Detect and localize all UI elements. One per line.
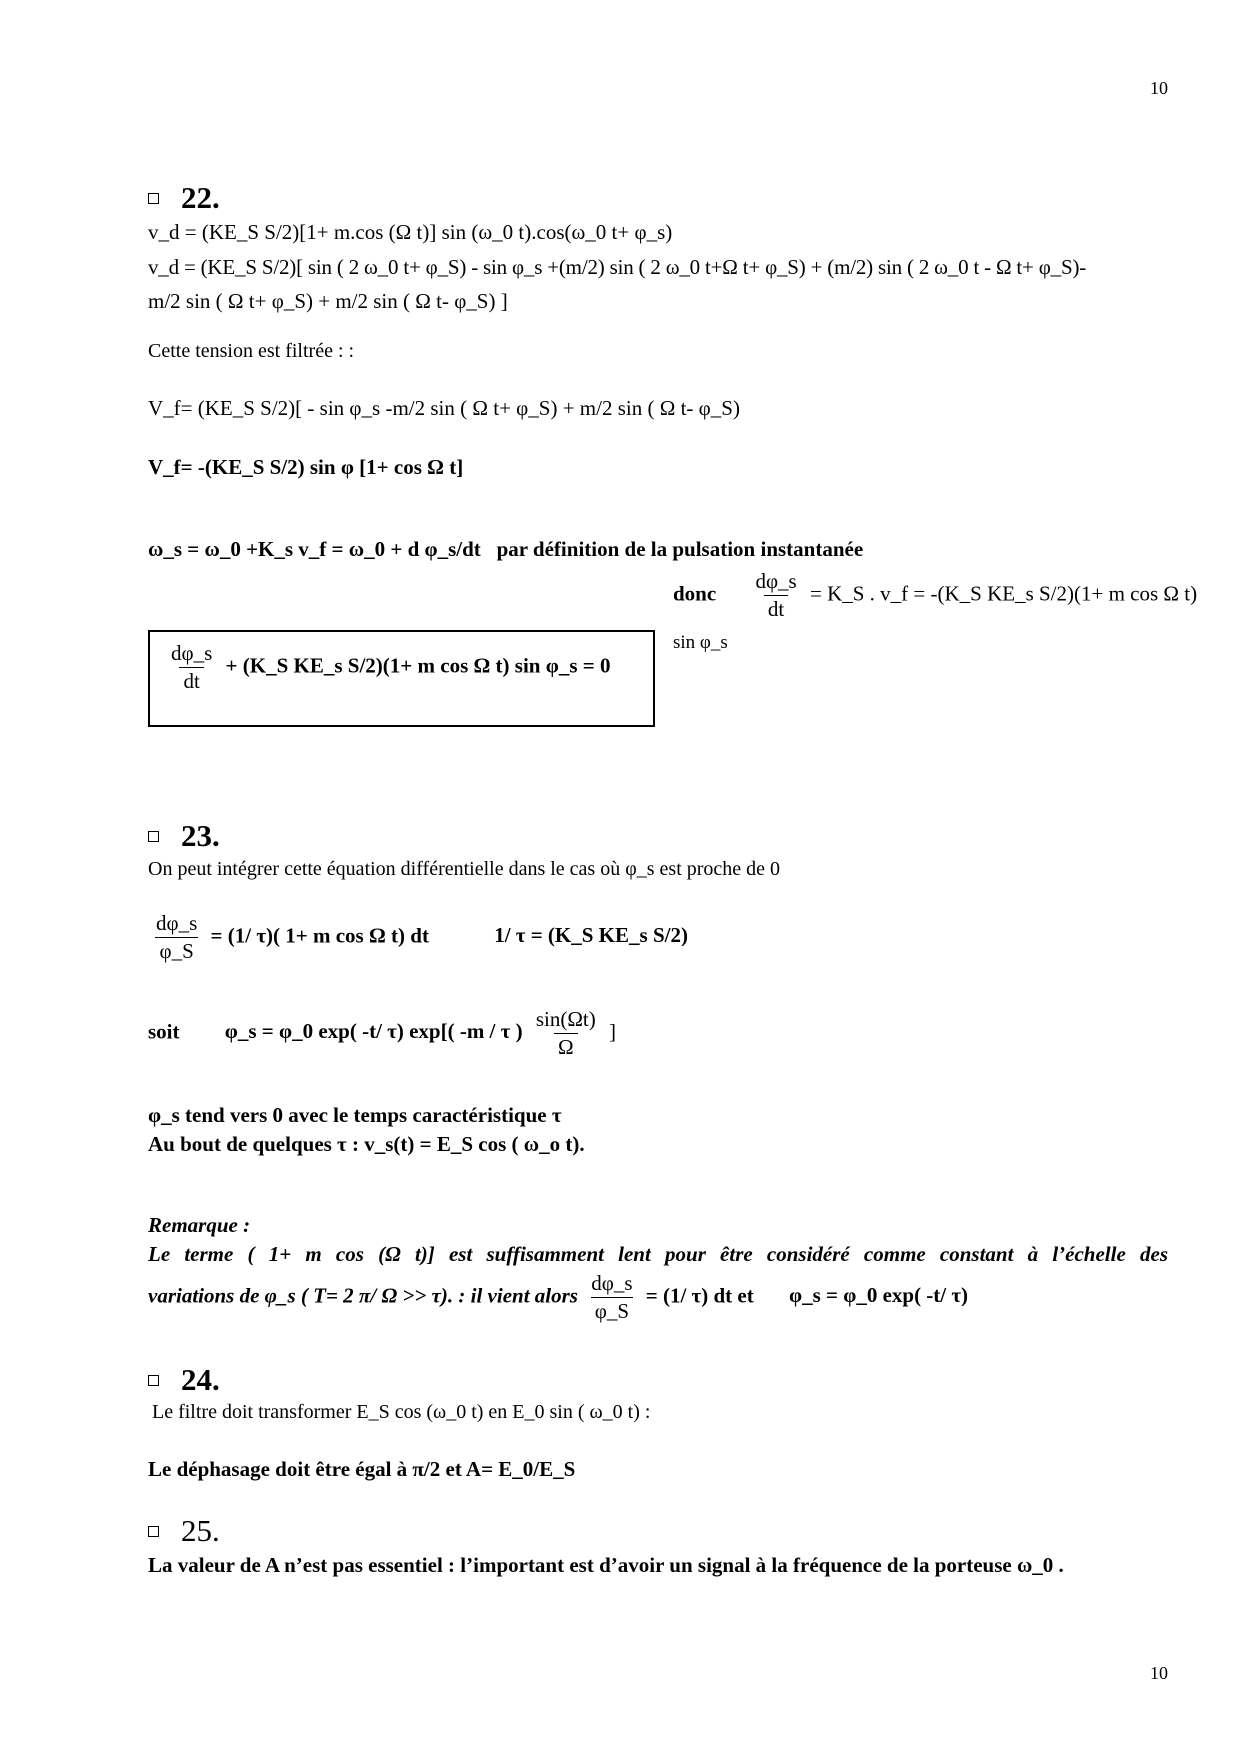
fraction-denominator: φ_S [155,937,197,963]
remark-rhs: = (1/ τ) dt et [645,1283,754,1308]
remark-line-2 [148,1272,968,1323]
vd-equation-2: v_d = (KE_S S/2)[ sin ( 2 ω_0 t+ φ_S) - sin φ_s +(m/2) sin ( 2 ω_0 t+Ω t+ φ_S) + (m/2) sin ( 2 ω_0 t - Ω t+ φ_S)- [148,255,1087,279]
question-24-heading [148,1362,220,1398]
q25-line-1: La valeur de A n’est pas essentiel : l’important est d’avoir un signal à la fréquence de la porteuse ω_0 . [148,1553,1064,1577]
question-number: 25. [181,1513,220,1548]
donc-equation [673,570,1197,621]
remark-fraction [587,1272,636,1323]
omega-relation: ω_s = ω_0 +K_s v_f = ω_0 + d φ_s/dt [148,537,481,561]
fraction-denominator: φ_S [591,1297,633,1323]
fraction-denominator: dt [179,667,203,693]
donc-continuation: sin φ_s [673,632,728,653]
q23-fraction [152,912,201,963]
q23-equation [148,912,688,963]
vd-equation-1: v_d = (KE_S S/2)[1+ m.cos (Ω t)] sin (ω_0 t).cos(ω_0 t+ φ_s) [148,220,673,244]
checkbox-bullet-icon [148,193,159,204]
question-number: 22. [181,180,220,215]
omega-equation [148,537,863,561]
boxed-equation [163,642,610,693]
fraction-numerator: dφ_s [156,911,198,935]
tau-definition: 1/ τ = (K_S KE_s S/2) [494,923,688,948]
tend-text: φ_s tend vers 0 avec le temps caractéristique τ [148,1103,562,1127]
q23-intro: On peut intégrer cette équation différentielle dans le cas où φ_s est proche de 0 [148,858,781,880]
bout-text: Au bout de quelques τ : v_s(t) = E_S cos ( ω_o t). [148,1132,585,1156]
question-22-heading [148,180,220,216]
remark-line-1: Le terme ( 1+ m cos (Ω t)] est suffisamment lent pour être considéré comme constant à l’échelle des [148,1242,1168,1266]
fraction-numerator: sin(Ωt) [535,1007,596,1031]
fraction-numerator: dφ_s [755,569,797,593]
vf-equation-1: V_f= (KE_S S/2)[ - sin φ_s -m/2 sin ( Ω t+ φ_S) + m/2 sin ( Ω t- φ_S) [148,396,740,420]
solution-fraction [532,1008,600,1059]
question-number: 24. [181,1362,220,1397]
page-number-top: 10 [1150,78,1168,98]
question-25-heading [148,1513,220,1549]
filter-text: Cette tension est filtrée : : [148,340,355,362]
fraction-denominator: Ω [554,1033,578,1059]
checkbox-bullet-icon [148,831,159,842]
remark-title: Remarque : [148,1213,251,1237]
remark-variations: variations de φ_s ( T= 2 π/ Ω >> τ). : il vient alors [148,1283,578,1308]
page-number-bottom: 10 [1150,1663,1168,1683]
vf-equation-2: V_f= -(KE_S S/2) sin φ [1+ cos Ω t] [148,455,464,479]
solution-equation [148,1008,616,1059]
remark-solution: φ_s = φ_0 exp( -t/ τ) [788,1283,969,1308]
question-23-heading [148,818,220,854]
q23-rhs: = (1/ τ)( 1+ m cos Ω t) dt [210,923,429,948]
question-number: 23. [181,818,220,853]
fraction-numerator: dφ_s [591,1271,633,1295]
donc-rhs: = K_S . v_f = -(K_S KE_s S/2)(1+ m cos Ω t) [809,581,1198,606]
solution-lhs: φ_s = φ_0 exp( -t/ τ) exp[( -m / τ ) [224,1019,523,1044]
donc-fraction [751,570,800,621]
fraction-denominator: dt [764,595,788,621]
omega-definition: par définition de la pulsation instantanée [496,537,864,561]
soit-label: soit [148,1019,180,1044]
boxed-rhs: + (K_S KE_s S/2)(1+ m cos Ω t) sin φ_s = 0 [225,653,611,678]
vd-equation-3: m/2 sin ( Ω t+ φ_S) + m/2 sin ( Ω t- φ_S) ] [148,289,508,313]
boxed-fraction [167,642,216,693]
solution-end: ] [609,1019,617,1044]
q24-line-2: Le déphasage doit être égal à π/2 et A= E_0/E_S [148,1457,576,1481]
fraction-numerator: dφ_s [171,641,213,665]
checkbox-bullet-icon [148,1526,159,1537]
q24-line-1: Le filtre doit transformer E_S cos (ω_0 t) en E_0 sin ( ω_0 t) : [152,1401,651,1423]
donc-label: donc [673,581,717,606]
checkbox-bullet-icon [148,1375,159,1386]
